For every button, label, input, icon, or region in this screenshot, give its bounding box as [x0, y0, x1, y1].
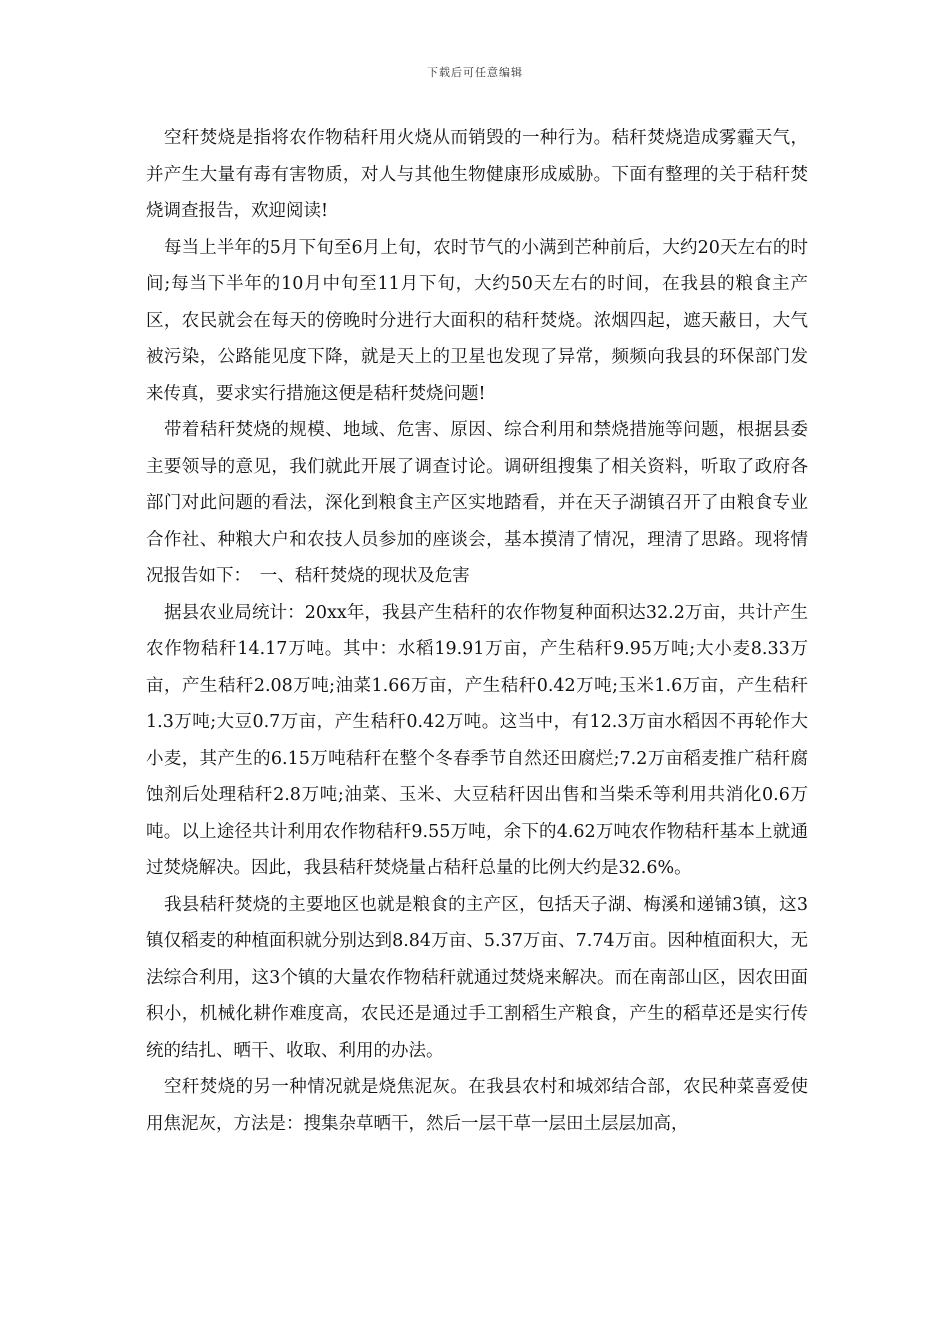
paragraph-main-regions: 我县秸秆焚烧的主要地区也就是粮食的主产区，包括天子湖、梅溪和递铺3镇，这3镇仅稻麦的种植面积就分别达到8.84万亩、5.37万亩、7.74万亩。因种植面积大，无法综合利用，这3个镇的大量农作物秸秆就通过焚烧来解决。而在南部山区，因农田面积小，机械化耕作难度高，农民还是通过手工割稻生产粮食，产生的稻草还是实行传统的结扎、晒干、收取、利用的办法。	[146, 894, 808, 1061]
paragraph-burnt-soil-ash: 空秆焚烧的另一种情况就是烧焦泥灰。在我县农村和城郊结合部，农民种菜喜爱使用焦泥灰，方法是：搜集杂草晒干，然后一层干草一层田土层层加高，	[146, 1077, 808, 1134]
paragraph-burning-season: 每当上半年的5月下旬至6月上旬，农时节气的小满到芒种前后，大约20天左右的时间;每当下半年的10月中旬至11月下旬，大约50天左右的时间，在我县的粮食主产区，农民就会在每天的傍晚时分进行大面积的秸秆焚烧。浓烟四起，遮天蔽日，大气被污染，公路能见度下降，就是天上的卫星也发现了异常，频频向我县的环保部门发来传真，要求实行措施这便是秸秆焚烧问题!	[146, 237, 808, 404]
page-header: 下载后可任意编辑	[427, 66, 523, 79]
document-body	[146, 120, 808, 1142]
paragraph-intro: 空秆焚烧是指将农作物秸秆用火烧从而销毁的一种行为。秸秆焚烧造成雾霾天气，并产生大量有毒有害物质，对人与其他生物健康形成威胁。下面有整理的关于秸秆焚烧调查报告，欢迎阅读!	[146, 128, 808, 221]
paragraph-statistics: 据县农业局统计：20xx年，我县产生秸秆的农作物复种面积达32.2万亩，共计产生农作物秸秆14.17万吨。其中：水稻19.91万亩，产生秸秆9.95万吨;大小麦8.33万亩，产生秸秆2.08万吨;油菜1.66万亩，产生秸秆0.42万吨;玉米1.6万亩，产生秸秆1.3万吨;大豆0.7万亩，产生秸秆0.42万吨。这当中，有12.3万亩水稻因不再轮作大小麦，其产生的6.15万吨秸秆在整个冬春季节自然还田腐烂;7.2万亩稻麦推广秸秆腐蚀剂后处理秸秆2.8万吨;油菜、玉米、大豆秸秆因出售和当柴禾等利用共消化0.6万吨。以上途径共计利用农作物秸秆9.55万吨，余下的4.62万吨农作物秸秆基本上就通过焚烧解决。因此，我县秸秆焚烧量占秸秆总量的比例大约是32.6%。	[146, 602, 808, 878]
paragraph-investigation: 带着秸秆焚烧的规模、地域、危害、原因、综合利用和禁烧措施等问题，根据县委主要领导的意见，我们就此开展了调查讨论。调研组搜集了相关资料，听取了政府各部门对此问题的看法，深化到粮食主产区实地踏看，并在天子湖镇召开了由粮食专业合作社、种粮大户和农技人员参加的座谈会，基本摸清了情况，理清了思路。现将情况报告如下： 一、秸秆焚烧的现状及危害	[146, 420, 808, 586]
